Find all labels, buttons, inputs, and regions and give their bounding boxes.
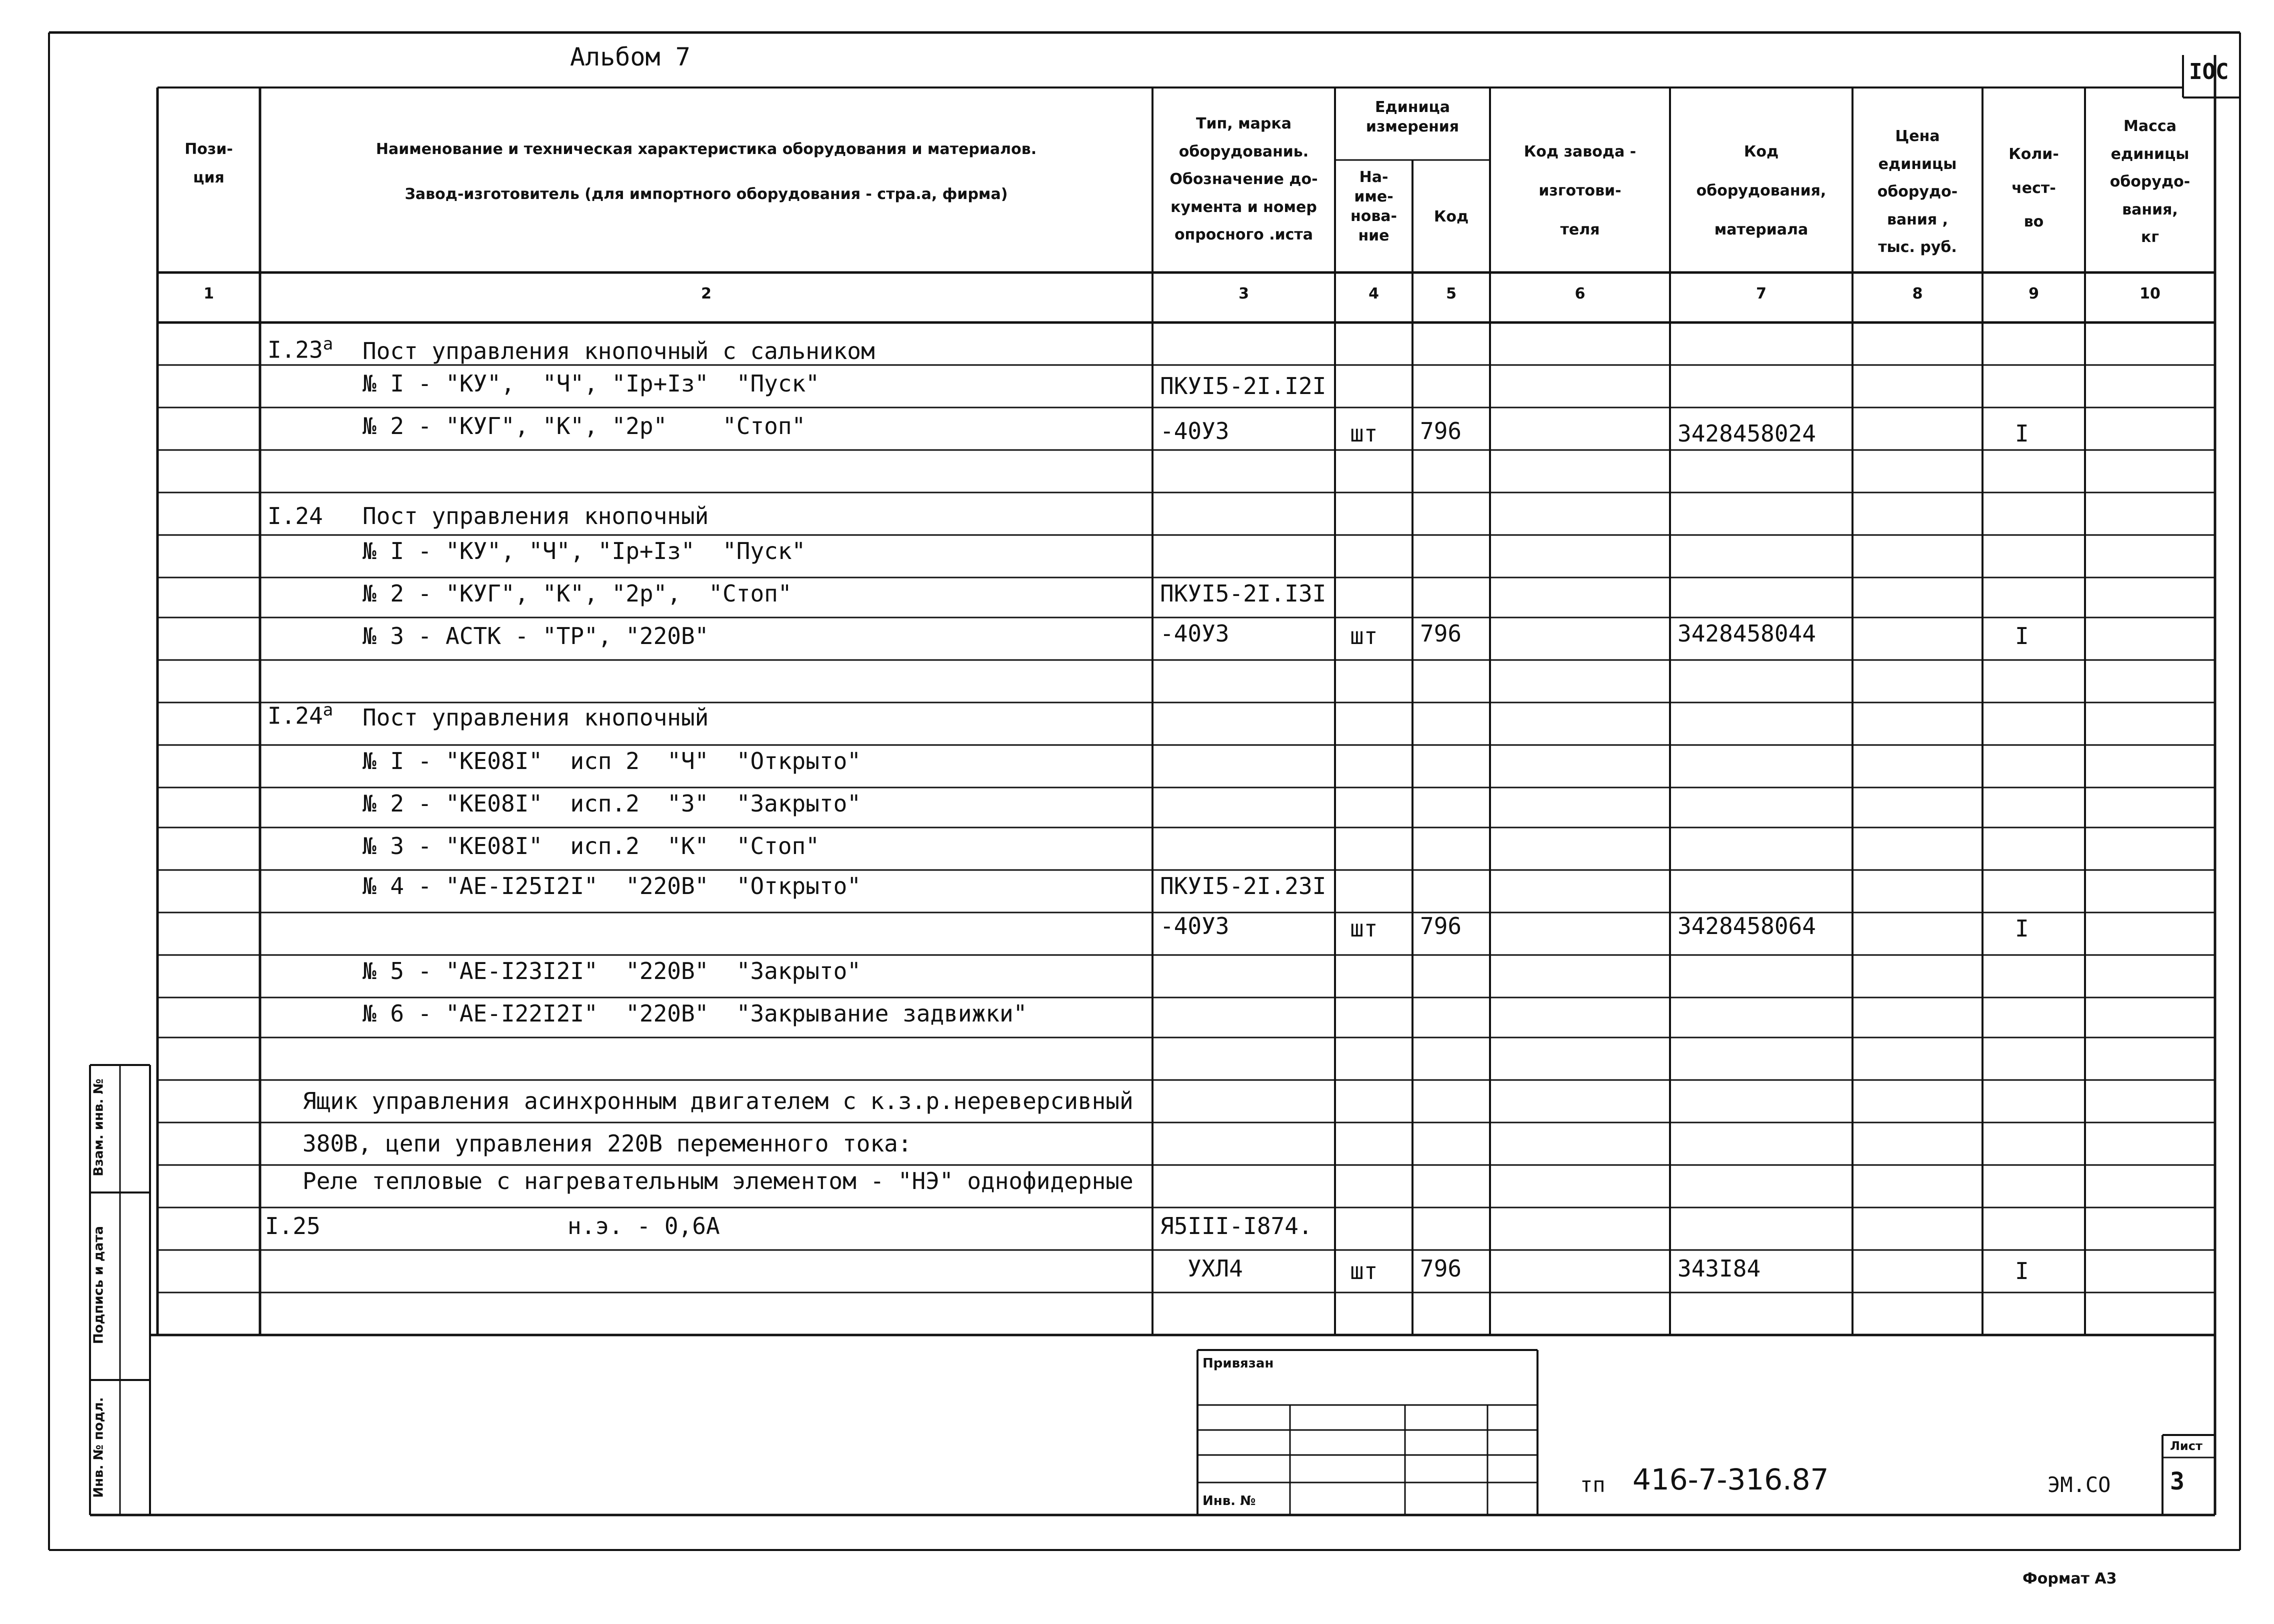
side-replacement-inv: Взам. инв. № <box>91 1078 106 1176</box>
header-unit: Единица измерения <box>1366 98 1460 136</box>
quantity-cell: I <box>2015 1258 2029 1284</box>
col-number: 3 <box>1238 285 1249 302</box>
sheet-number: 3 <box>2170 1468 2184 1496</box>
item-name: № 3 - АСТК - "ТР", "220В" <box>362 622 709 650</box>
unit-code-cell: 796 <box>1420 912 1462 940</box>
quantity-cell: I <box>2015 622 2029 650</box>
album-label: Альбом 7 <box>570 42 690 72</box>
item-name: Пост управления кнопочный <box>362 704 709 731</box>
sheet-label: Лист <box>2170 1439 2202 1453</box>
header-unit-name: На- име- нова- ние <box>1350 168 1398 244</box>
header-name-line2: Завод-изготовитель (для импортного оборудования - стра.а, фирма) <box>404 186 1008 203</box>
item-name: № 2 - "КУГ", "К", "2р", "Стоп" <box>362 580 792 607</box>
position-number: I.24 <box>268 702 323 730</box>
item-name: Пост управления кнопочный <box>362 502 709 530</box>
col-number: 4 <box>1368 285 1379 302</box>
header-factory-code: Код завода - изготови- теля <box>1524 143 1636 238</box>
header-mass: Масса единицы оборудо- вания, кг <box>2110 118 2190 246</box>
item-name: № 5 - "АЕ-I23I2I" "220В" "Закрыто" <box>362 958 861 984</box>
type-cell: ПКУI5-2I.23I <box>1160 872 1326 900</box>
item-name: № 2 - "КЕ08I" исп.2 "З" "Закрыто" <box>362 790 861 817</box>
quantity-cell: I <box>2015 915 2029 942</box>
unit-cell: шт <box>1350 622 1378 650</box>
side-original-inv: Инв. № подл. <box>91 1397 106 1498</box>
header-price: Цена единицы оборудо- вания , тыс. руб. <box>1877 128 1958 256</box>
equipment-code-cell: 343I84 <box>1678 1255 1761 1282</box>
document-number: 416-7-316.87 <box>1632 1462 1829 1496</box>
col-number: 2 <box>701 285 712 302</box>
item-name: Пост управления кнопочный с сальником <box>362 338 875 364</box>
col-number: 5 <box>1446 285 1456 302</box>
corner-sheet-number: IOC <box>2189 59 2229 84</box>
col-number: 8 <box>1912 285 1923 302</box>
position-cell <box>268 700 333 729</box>
col-number: 7 <box>1756 285 1766 302</box>
item-name: № 3 - "КЕ08I" исп.2 "К" "Стоп" <box>362 832 820 860</box>
item-name: № I - "КЕ08I" исп 2 "Ч" "Открыто" <box>362 748 861 774</box>
item-name: № 6 - "АЕ-I22I2I" "220В" "Закрывание задвижки" <box>362 1000 1028 1027</box>
paper-format: Формат А3 <box>2022 1570 2117 1588</box>
header-position: Пози- ция <box>184 140 233 186</box>
type-cell: ПКУI5-2I.I2I <box>1160 372 1326 400</box>
col-number: 10 <box>2140 285 2160 302</box>
type-cell: -40У3 <box>1160 620 1230 647</box>
unit-cell: шт <box>1350 1258 1378 1284</box>
item-name: 380В, цепи управления 220В переменного тока: <box>302 1130 912 1157</box>
position-cell <box>268 334 333 363</box>
equipment-code-cell: 3428458064 <box>1678 912 1816 940</box>
unit-cell: шт <box>1350 915 1378 942</box>
header-equipment-code: Код оборудования, материала <box>1696 143 1826 238</box>
type-cell: -40У3 <box>1160 418 1230 444</box>
col-number: 1 <box>204 285 214 302</box>
equipment-code-cell: 3428458044 <box>1678 620 1816 647</box>
position-number: I.24 <box>268 502 323 530</box>
col-number: 6 <box>1574 285 1586 302</box>
type-cell: Я5III-I874. <box>1160 1212 1312 1240</box>
type-cell: -40У3 <box>1160 912 1230 940</box>
unit-cell: шт <box>1350 420 1378 447</box>
document-code: ЭМ.СО <box>2048 1472 2111 1497</box>
unit-code-cell: 796 <box>1420 1255 1462 1282</box>
item-name: н.э. - 0,6А <box>568 1212 720 1240</box>
position-number: I.23 <box>268 336 323 364</box>
unit-code-cell: 796 <box>1420 620 1462 647</box>
header-name-line1: Наименование и техническая характеристика оборудования и материалов. <box>376 140 1037 158</box>
item-name: № 4 - "АЕ-I25I2I" "220В" "Открыто" <box>362 872 861 900</box>
position-superscript: а <box>322 700 334 720</box>
document-prefix: тп <box>1580 1472 1606 1497</box>
unit-code-cell: 796 <box>1420 418 1462 444</box>
type-cell: УХЛ4 <box>1188 1255 1243 1282</box>
side-signature-date: Подпись и дата <box>91 1226 106 1344</box>
header-quantity: Коли- чест- во <box>2008 146 2059 230</box>
item-name: № I - "КУ", "Ч", "Iр+Iз" "Пуск" <box>362 370 820 397</box>
stamp-inv-label: Инв. № <box>1202 1494 1256 1508</box>
equipment-code-cell: 3428458024 <box>1678 420 1816 447</box>
item-name: Реле тепловые с нагревательным элементом - "НЭ" однофидерные <box>302 1168 1134 1194</box>
col-number: 9 <box>2028 285 2039 302</box>
item-name: № I - "КУ", "Ч", "Iр+Iз" "Пуск" <box>362 538 806 564</box>
header-unit-code: Код <box>1434 208 1469 226</box>
item-name: Ящик управления асинхронным двигателем с к.з.р.нереверсивный <box>302 1088 1134 1114</box>
item-name: № 2 - "КУГ", "К", "2р" "Стоп" <box>362 412 806 440</box>
quantity-cell: I <box>2015 420 2029 447</box>
header-type: Тип, марка оборудованиь. Обозначение до- кумента и номер опросного .иста <box>1170 115 1318 244</box>
type-cell: ПКУI5-2I.I3I <box>1160 580 1326 607</box>
position-number: I.25 <box>265 1212 320 1240</box>
stamp-bound-label: Привязан <box>1202 1356 1274 1371</box>
position-superscript: а <box>322 334 334 354</box>
